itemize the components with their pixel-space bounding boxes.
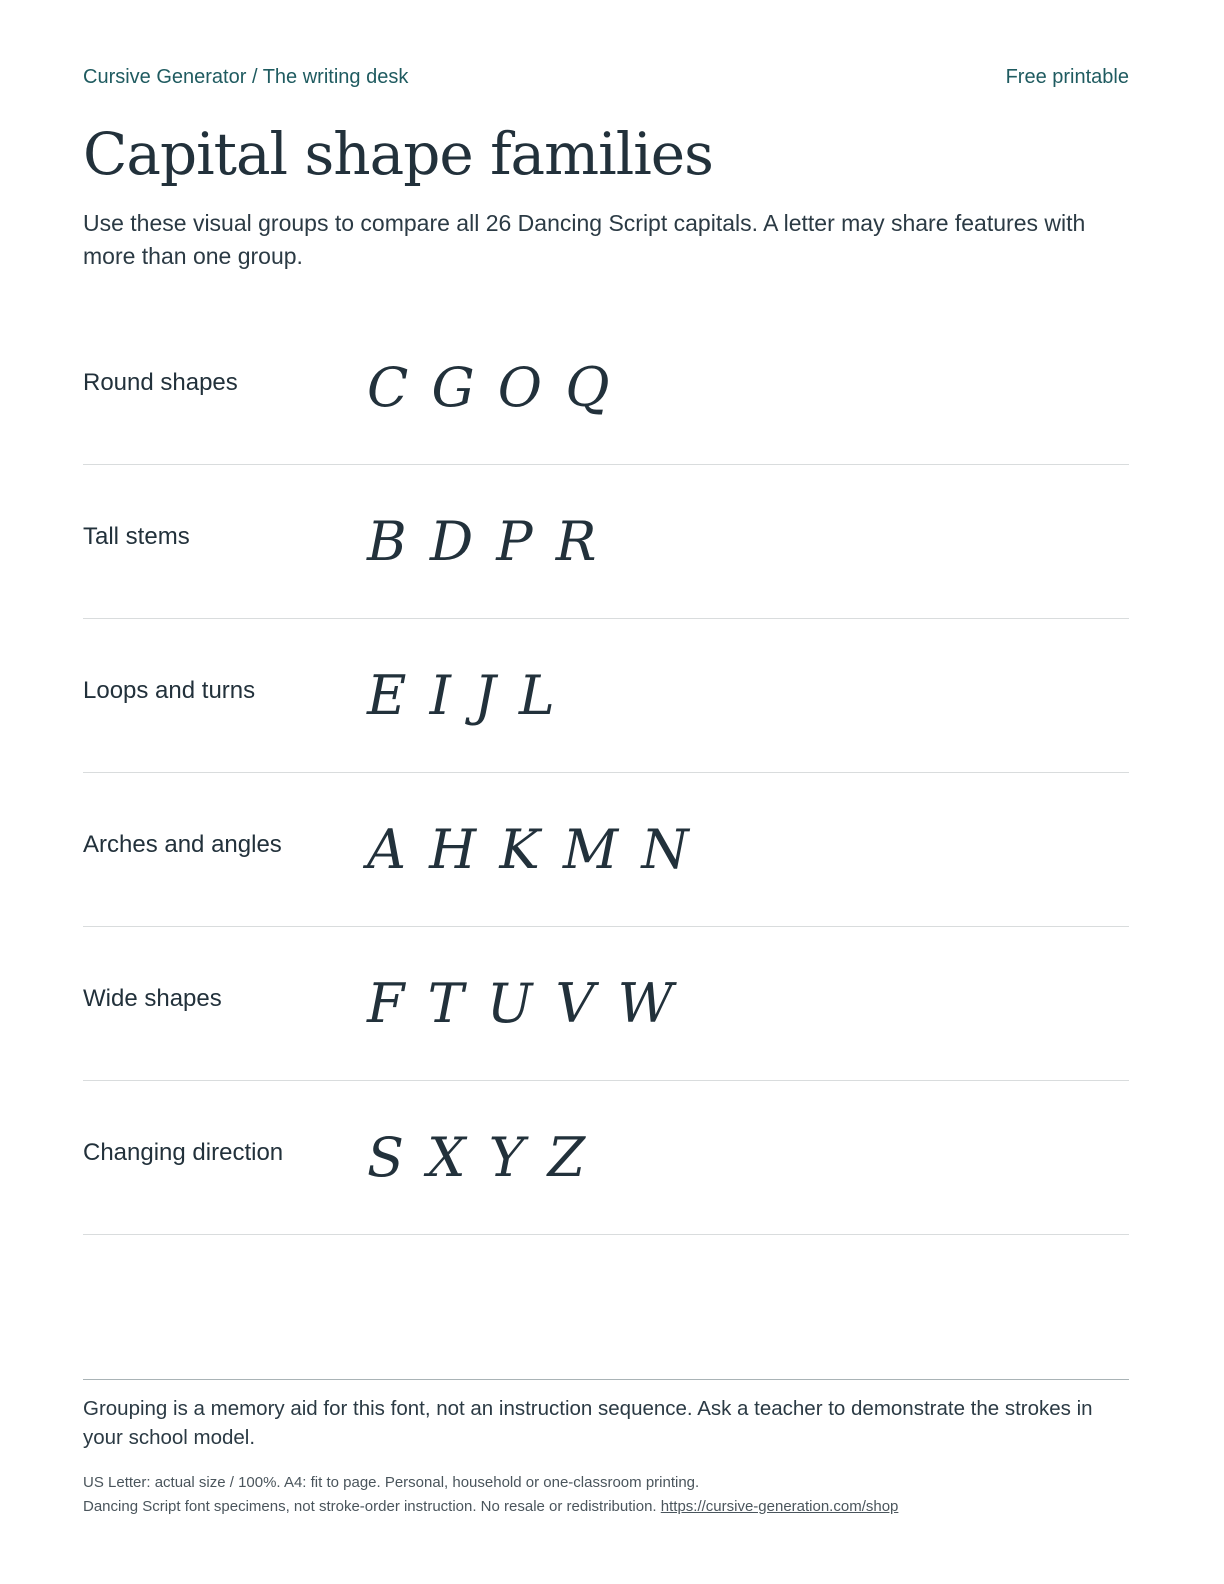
group-letters: F T U V W xyxy=(367,972,674,1035)
group-letters: C G O Q xyxy=(367,356,610,419)
group-letters: E I J L xyxy=(367,664,555,727)
group-row xyxy=(83,619,1129,773)
group-label: Loops and turns xyxy=(83,676,256,704)
page-title: Capital shape families xyxy=(83,120,713,188)
shape-groups xyxy=(83,311,1129,1235)
group-letters: S X Y Z xyxy=(367,1126,586,1189)
footer-divider xyxy=(83,1379,1129,1380)
group-label: Arches and angles xyxy=(83,830,282,858)
group-label: Changing direction xyxy=(83,1138,284,1166)
shop-link[interactable]: https://cursive-generation.com/shop xyxy=(660,1498,899,1515)
fine-print-line-2: Dancing Script font specimens, not stroke-order instruction. No resale or redistribution. xyxy=(83,1498,657,1515)
top-bar xyxy=(83,66,1129,89)
group-label: Wide shapes xyxy=(83,984,222,1012)
group-row xyxy=(83,773,1129,927)
intro-text: Use these visual groups to compare all 26 Dancing Script capitals. A letter may share features with more than one group. xyxy=(83,210,1086,269)
group-letters: A H K M N xyxy=(367,818,689,881)
group-label: Tall stems xyxy=(83,522,190,550)
breadcrumb[interactable]: Cursive Generator / The writing desk xyxy=(83,66,409,88)
group-label: Round shapes xyxy=(83,368,238,396)
footer-note: Grouping is a memory aid for this font, not an instruction sequence. Ask a teacher to demonstrate the strokes in your school model. xyxy=(83,1397,1093,1449)
group-row xyxy=(83,927,1129,1081)
free-printable-label: Free printable xyxy=(1005,66,1129,88)
group-row xyxy=(83,311,1129,465)
group-letters: B D P R xyxy=(367,510,597,573)
group-row xyxy=(83,465,1129,619)
group-row xyxy=(83,1081,1129,1235)
fine-print xyxy=(83,1471,898,1519)
fine-print-line-1: US Letter: actual size / 100%. A4: fit to page. Personal, household or one-classroom printing. xyxy=(83,1474,700,1491)
